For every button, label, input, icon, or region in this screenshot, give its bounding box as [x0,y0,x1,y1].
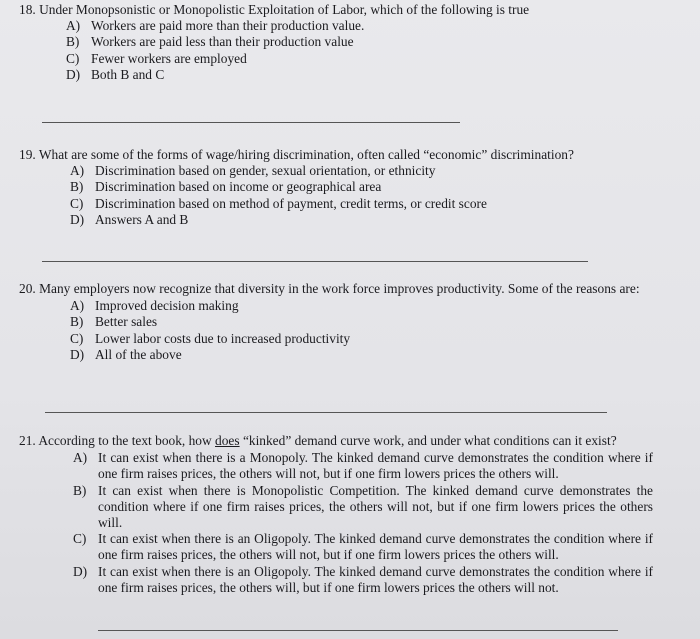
question-prompt: According to the text book, how [38,433,212,448]
option-a[interactable] [73,450,677,482]
option-letter: B) [70,314,84,330]
option-b[interactable] [66,34,529,50]
option-text: Fewer workers are employed [91,50,247,66]
question-19-text [19,147,574,163]
option-text: Workers are paid less than their production value [91,34,354,50]
option-d[interactable] [70,347,677,363]
option-letter: D) [73,563,88,579]
options-list [73,450,677,596]
question-18-text [19,2,529,18]
option-letter: D) [70,211,85,227]
question-number: 21. [19,433,36,448]
option-d[interactable] [73,564,677,596]
option-letter: A) [73,450,88,466]
answer-line[interactable] [42,261,588,262]
option-text: It can exist when there is an Oligopoly. The kinked demand curve demonstrates the condition where if one firm raises prices, the others will, but if one firm lowers prices the others will not. [98,563,653,595]
answer-line[interactable] [98,630,618,631]
question-number: 19. [19,147,36,162]
option-c[interactable] [73,531,677,563]
option-letter: A) [70,163,85,179]
option-letter: C) [70,330,84,346]
question-number: 20. [19,281,36,296]
question-18 [19,2,529,83]
option-a[interactable] [70,298,677,314]
question-19 [19,147,574,228]
option-letter: B) [66,34,80,50]
option-text: It can exist when there is a Monopoly. The kinked demand curve demonstrates the condition where if one firm raises prices, the others will not, but if one firm lowers prices the others will. [98,450,653,482]
option-b[interactable] [70,179,574,195]
options-list [66,18,529,83]
option-text: All of the above [95,346,182,362]
option-text: Both B and C [91,66,165,82]
question-prompt-continued: “kinked” demand curve work, and under what conditions can it exist? [242,433,617,448]
option-text: Better sales [95,314,158,330]
option-c[interactable] [70,331,677,347]
option-d[interactable] [70,212,574,228]
question-prompt: Many employers now recognize that diversity in the work force improves productivity. Some of the reasons are: [39,281,640,296]
option-b[interactable] [73,483,677,532]
option-text: Lower labor costs due to increased productivity [95,330,351,346]
option-text: It can exist when there is Monopolistic Competition. The kinked demand curve demonstrates the condition where if one firm raises prices, the others will not, but if one firm lowers prices the others will. [98,482,653,531]
options-list [70,298,677,363]
option-letter: A) [66,18,81,34]
option-letter: C) [73,531,87,547]
option-letter: B) [70,179,84,195]
question-21 [19,433,677,596]
question-21-text [19,433,677,449]
option-text: Discrimination based on income or geographical area [95,179,382,195]
question-20-text [19,281,677,297]
option-a[interactable] [66,18,529,34]
question-prompt: Under Monopsonistic or Monopolistic Exploitation of Labor, which of the following is true [39,2,530,17]
option-text: Workers are paid more than their production value. [91,18,365,34]
option-letter: C) [70,195,84,211]
option-d[interactable] [66,67,529,83]
answer-line[interactable] [45,412,607,413]
option-letter: C) [66,50,80,66]
answer-line[interactable] [42,122,460,123]
question-number: 18. [19,2,36,17]
option-a[interactable] [70,163,574,179]
option-letter: B) [73,482,87,498]
option-c[interactable] [66,51,529,67]
option-letter: A) [70,298,85,314]
options-list [70,163,574,228]
option-text: Answers A and B [95,211,189,227]
option-text: It can exist when there is an Oligopoly. The kinked demand curve demonstrates the condition where if one firm raises prices, the others will not, but if one firm lowers prices the others will. [98,531,653,563]
option-letter: D) [66,66,81,82]
question-underlined-word: does [215,433,240,448]
option-letter: D) [70,346,85,362]
question-prompt: What are some of the forms of wage/hiring discrimination, often called “economic” discrimination? [38,147,574,162]
option-text: Discrimination based on gender, sexual orientation, or ethnicity [95,163,436,179]
option-text: Improved decision making [95,298,239,314]
option-text: Discrimination based on method of payment, credit terms, or credit score [95,195,487,211]
option-c[interactable] [70,196,574,212]
question-20 [19,281,677,363]
option-b[interactable] [70,314,677,330]
